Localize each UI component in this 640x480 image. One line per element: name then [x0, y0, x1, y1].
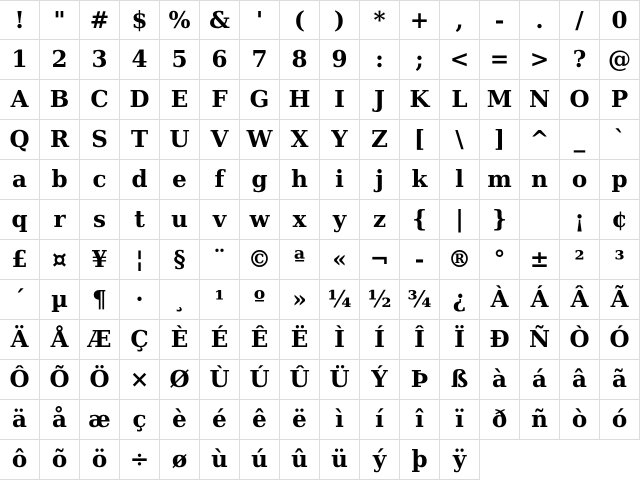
char-cell[interactable]: õ	[40, 440, 80, 480]
char-cell[interactable]: 9	[320, 40, 360, 80]
char-cell[interactable]: ó	[600, 400, 640, 440]
char-cell[interactable]: §	[160, 240, 200, 280]
char-cell[interactable]: á	[520, 360, 560, 400]
char-cell[interactable]: à	[480, 360, 520, 400]
char-cell[interactable]: Ë	[280, 320, 320, 360]
char-cell[interactable]: ^	[520, 120, 560, 160]
char-cell[interactable]: ©	[240, 240, 280, 280]
char-cell[interactable]: Ó	[600, 320, 640, 360]
char-cell[interactable]: N	[520, 80, 560, 120]
char-cell[interactable]: 5	[160, 40, 200, 80]
char-cell[interactable]: {	[400, 200, 440, 240]
char-cell[interactable]: 4	[120, 40, 160, 80]
char-cell[interactable]: ÿ	[440, 440, 480, 480]
char-cell[interactable]: a	[0, 160, 40, 200]
char-cell[interactable]: ±	[520, 240, 560, 280]
char-cell[interactable]: î	[400, 400, 440, 440]
char-cell[interactable]: Ö	[80, 360, 120, 400]
char-cell[interactable]: ×	[120, 360, 160, 400]
char-cell[interactable]: B	[40, 80, 80, 120]
char-cell[interactable]: [	[400, 120, 440, 160]
char-cell[interactable]: x	[280, 200, 320, 240]
character-grid-row	[0, 400, 640, 440]
character-grid-row	[0, 240, 640, 280]
char-cell[interactable]: >	[520, 40, 560, 80]
grid-filler	[480, 440, 520, 480]
char-cell[interactable]: -	[400, 240, 440, 280]
char-cell[interactable]: g	[240, 160, 280, 200]
char-cell[interactable]: ³	[600, 240, 640, 280]
char-cell[interactable]: Ã	[600, 280, 640, 320]
char-cell[interactable]: `	[600, 120, 640, 160]
character-grid-row	[0, 320, 640, 360]
char-cell[interactable]: Ò	[560, 320, 600, 360]
char-cell[interactable]: é	[200, 400, 240, 440]
char-cell[interactable]: ,	[440, 0, 480, 40]
char-cell[interactable]: <	[440, 40, 480, 80]
char-cell[interactable]: l	[440, 160, 480, 200]
char-cell[interactable]: o	[560, 160, 600, 200]
character-grid-row	[0, 160, 640, 200]
char-cell[interactable]: p	[600, 160, 640, 200]
char-cell[interactable]: å	[40, 400, 80, 440]
char-cell[interactable]: ò	[560, 400, 600, 440]
char-cell[interactable]: %	[160, 0, 200, 40]
char-cell[interactable]: ø	[160, 440, 200, 480]
char-cell[interactable]: h	[280, 160, 320, 200]
char-cell[interactable]: Û	[280, 360, 320, 400]
char-cell[interactable]: ì	[320, 400, 360, 440]
char-cell[interactable]: ý	[360, 440, 400, 480]
char-cell[interactable]: S	[80, 120, 120, 160]
char-cell[interactable]: e	[160, 160, 200, 200]
char-cell[interactable]: É	[200, 320, 240, 360]
grid-filler	[520, 440, 560, 480]
char-cell[interactable]: (	[280, 0, 320, 40]
char-cell[interactable]: R	[40, 120, 80, 160]
char-cell[interactable]: u	[160, 200, 200, 240]
char-cell[interactable]: n	[520, 160, 560, 200]
char-cell[interactable]: ê	[240, 400, 280, 440]
char-cell[interactable]: È	[160, 320, 200, 360]
char-cell[interactable]: 0	[600, 0, 640, 40]
char-cell[interactable]: Ï	[440, 320, 480, 360]
char-cell[interactable]: z	[360, 200, 400, 240]
char-cell[interactable]: ¦	[120, 240, 160, 280]
char-cell[interactable]: \	[440, 120, 480, 160]
char-cell[interactable]: =	[480, 40, 520, 80]
char-cell[interactable]: D	[120, 80, 160, 120]
char-cell[interactable]: ô	[0, 440, 40, 480]
char-cell[interactable]: ¶	[80, 280, 120, 320]
char-cell[interactable]: @	[600, 40, 640, 80]
char-cell[interactable]: Å	[40, 320, 80, 360]
char-cell[interactable]: Á	[520, 280, 560, 320]
char-cell[interactable]: Z	[360, 120, 400, 160]
char-cell[interactable]: j	[360, 160, 400, 200]
char-cell[interactable]: ¸	[160, 280, 200, 320]
char-cell[interactable]: ®	[440, 240, 480, 280]
char-cell[interactable]: y	[320, 200, 360, 240]
char-cell[interactable]: Ð	[480, 320, 520, 360]
char-cell[interactable]: ö	[80, 440, 120, 480]
char-cell[interactable]: !	[0, 0, 40, 40]
char-cell[interactable]: 3	[80, 40, 120, 80]
char-cell[interactable]: t	[120, 200, 160, 240]
char-cell[interactable]: +	[400, 0, 440, 40]
char-cell[interactable]: O	[560, 80, 600, 120]
char-cell[interactable]: ;	[400, 40, 440, 80]
char-cell[interactable]: 2	[40, 40, 80, 80]
char-cell[interactable]: ½	[360, 280, 400, 320]
char-cell[interactable]: Æ	[80, 320, 120, 360]
char-cell[interactable]: F	[200, 80, 240, 120]
char-cell[interactable]: Ü	[320, 360, 360, 400]
char-cell[interactable]: v	[200, 200, 240, 240]
char-cell[interactable]: ï	[440, 400, 480, 440]
char-cell[interactable]: M	[480, 80, 520, 120]
char-cell[interactable]: Ù	[200, 360, 240, 400]
char-cell[interactable]: ¹	[200, 280, 240, 320]
char-cell[interactable]: }	[480, 200, 520, 240]
char-cell[interactable]: â	[560, 360, 600, 400]
char-cell[interactable]: ù	[200, 440, 240, 480]
char-cell[interactable]: Ý	[360, 360, 400, 400]
char-cell[interactable]: «	[320, 240, 360, 280]
char-cell[interactable]: ¾	[400, 280, 440, 320]
char-cell[interactable]: /	[560, 0, 600, 40]
char-cell[interactable]: r	[40, 200, 80, 240]
char-cell[interactable]: w	[240, 200, 280, 240]
char-cell[interactable]: è	[160, 400, 200, 440]
char-cell[interactable]: &	[200, 0, 240, 40]
char-cell[interactable]: û	[280, 440, 320, 480]
char-cell[interactable]: C	[80, 80, 120, 120]
char-cell[interactable]: J	[360, 80, 400, 120]
char-cell[interactable]: Ç	[120, 320, 160, 360]
char-cell[interactable]: 6	[200, 40, 240, 80]
char-cell[interactable]: Ú	[240, 360, 280, 400]
char-cell[interactable]: |	[440, 200, 480, 240]
character-grid-row	[0, 280, 640, 320]
char-cell[interactable]: Â	[560, 280, 600, 320]
char-cell[interactable]: ä	[0, 400, 40, 440]
char-cell[interactable]: I	[320, 80, 360, 120]
char-cell[interactable]: ¼	[320, 280, 360, 320]
char-cell[interactable]: ¥	[80, 240, 120, 280]
char-cell[interactable]: T	[120, 120, 160, 160]
char-cell[interactable]: Ê	[240, 320, 280, 360]
char-cell[interactable]: )	[320, 0, 360, 40]
char-cell[interactable]: L	[440, 80, 480, 120]
char-cell[interactable]: ç	[120, 400, 160, 440]
char-cell[interactable]: ß	[440, 360, 480, 400]
char-cell[interactable]: 7	[240, 40, 280, 80]
char-cell[interactable]: "	[40, 0, 80, 40]
char-cell[interactable]: ÷	[120, 440, 160, 480]
char-cell[interactable]: P	[600, 80, 640, 120]
char-cell[interactable]: ¤	[40, 240, 80, 280]
char-cell[interactable]: b	[40, 160, 80, 200]
char-cell[interactable]: f	[200, 160, 240, 200]
character-grid-row	[0, 0, 640, 40]
char-cell[interactable]: ð	[480, 400, 520, 440]
char-cell[interactable]: µ	[40, 280, 80, 320]
char-cell[interactable]: Í	[360, 320, 400, 360]
char-cell[interactable]: ú	[240, 440, 280, 480]
char-cell[interactable]: Y	[320, 120, 360, 160]
char-cell[interactable]: Ì	[320, 320, 360, 360]
char-cell[interactable]: k	[400, 160, 440, 200]
grid-filler	[560, 440, 600, 480]
char-cell[interactable]: V	[200, 120, 240, 160]
char-cell[interactable]: 8	[280, 40, 320, 80]
char-cell[interactable]: ¢	[600, 200, 640, 240]
char-cell[interactable]: X	[280, 120, 320, 160]
char-cell[interactable]: þ	[400, 440, 440, 480]
char-cell[interactable]: Q	[0, 120, 40, 160]
char-cell[interactable]: Î	[400, 320, 440, 360]
empty-char-cell	[520, 200, 560, 240]
char-cell[interactable]: A	[0, 80, 40, 120]
char-cell[interactable]: Ø	[160, 360, 200, 400]
char-cell[interactable]: »	[280, 280, 320, 320]
char-cell[interactable]: H	[280, 80, 320, 120]
char-cell[interactable]: U	[160, 120, 200, 160]
char-cell[interactable]: ²	[560, 240, 600, 280]
char-cell[interactable]: £	[0, 240, 40, 280]
char-cell[interactable]: ¿	[440, 280, 480, 320]
char-cell[interactable]: K	[400, 80, 440, 120]
char-cell[interactable]: E	[160, 80, 200, 120]
char-cell[interactable]: .	[520, 0, 560, 40]
char-cell[interactable]: ´	[0, 280, 40, 320]
char-cell[interactable]: í	[360, 400, 400, 440]
char-cell[interactable]: $	[120, 0, 160, 40]
character-grid-row	[0, 200, 640, 240]
char-cell[interactable]: Ô	[0, 360, 40, 400]
character-grid-row	[0, 440, 640, 480]
char-cell[interactable]: ¡	[560, 200, 600, 240]
char-cell[interactable]: :	[360, 40, 400, 80]
char-cell[interactable]: ª	[280, 240, 320, 280]
character-grid-row	[0, 120, 640, 160]
char-cell[interactable]: æ	[80, 400, 120, 440]
char-cell[interactable]: s	[80, 200, 120, 240]
char-cell[interactable]: 1	[0, 40, 40, 80]
char-cell[interactable]: W	[240, 120, 280, 160]
char-cell[interactable]: q	[0, 200, 40, 240]
char-cell[interactable]: ¨	[200, 240, 240, 280]
character-grid-row	[0, 40, 640, 80]
char-cell[interactable]: _	[560, 120, 600, 160]
character-grid-row	[0, 360, 640, 400]
char-cell[interactable]: Ä	[0, 320, 40, 360]
char-cell[interactable]: Þ	[400, 360, 440, 400]
char-cell[interactable]: G	[240, 80, 280, 120]
char-cell[interactable]: ·	[120, 280, 160, 320]
char-cell[interactable]: ã	[600, 360, 640, 400]
char-cell[interactable]: Ñ	[520, 320, 560, 360]
char-cell[interactable]: °	[480, 240, 520, 280]
character-grid-row	[0, 80, 640, 120]
char-cell[interactable]: ë	[280, 400, 320, 440]
char-cell[interactable]: À	[480, 280, 520, 320]
char-cell[interactable]: º	[240, 280, 280, 320]
char-cell[interactable]: c	[80, 160, 120, 200]
char-cell[interactable]: ?	[560, 40, 600, 80]
char-cell[interactable]: '	[240, 0, 280, 40]
char-cell[interactable]: Õ	[40, 360, 80, 400]
char-cell[interactable]: i	[320, 160, 360, 200]
char-cell[interactable]: ñ	[520, 400, 560, 440]
char-cell[interactable]: m	[480, 160, 520, 200]
char-cell[interactable]: ¬	[360, 240, 400, 280]
char-cell[interactable]: #	[80, 0, 120, 40]
char-cell[interactable]: ü	[320, 440, 360, 480]
char-cell[interactable]: *	[360, 0, 400, 40]
char-cell[interactable]: ]	[480, 120, 520, 160]
grid-filler	[600, 440, 640, 480]
char-cell[interactable]: d	[120, 160, 160, 200]
char-cell[interactable]: -	[480, 0, 520, 40]
